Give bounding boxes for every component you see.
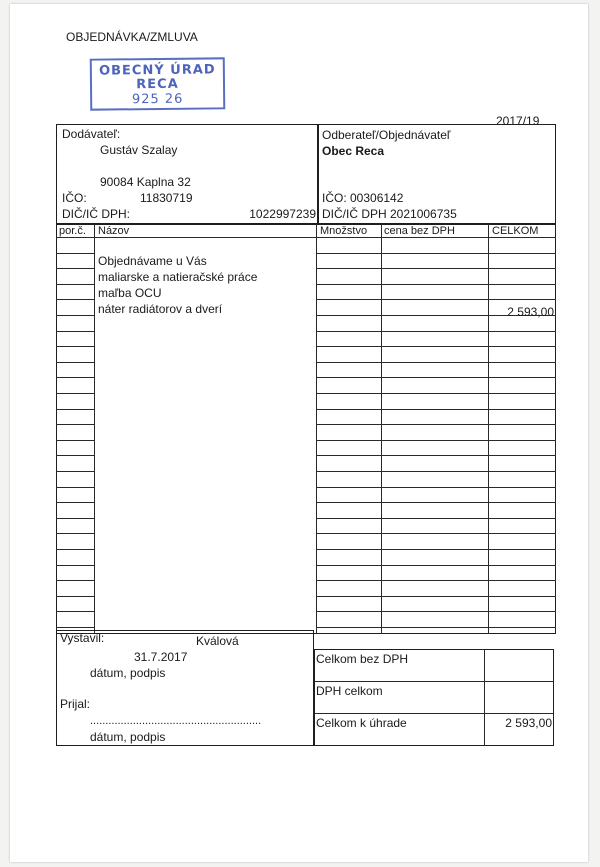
issue-date: 31.7.2017 [134, 650, 188, 664]
supplier-name: Gustáv Szalay [100, 143, 178, 157]
column-divider-mnozstvo [381, 224, 382, 634]
header-cena: cena bez DPH [384, 225, 455, 237]
prijal-label: Prijal: [60, 697, 91, 711]
row-line-porc [56, 580, 94, 581]
row-line-porc [56, 565, 94, 566]
vystavil-name: Kválová [196, 634, 239, 648]
signature-box [56, 630, 314, 746]
row-line-values [316, 299, 556, 300]
item-description-line-4: náter radiátorov a dverí [98, 302, 223, 316]
row-line-porc [56, 471, 94, 472]
stamp-line-3: 925 26 [131, 91, 184, 108]
document-title: OBJEDNÁVKA/ZMLUVA [66, 30, 198, 44]
column-divider-nazov [316, 224, 317, 634]
row-line-values [316, 580, 556, 581]
row-line-values [316, 377, 556, 378]
item-description-line-2: maliarske a natieračské práce [98, 270, 258, 284]
supplier-dic-value: 1022997239 [249, 207, 316, 221]
order-document [10, 4, 588, 862]
column-divider-porc [94, 224, 95, 634]
stamp-line-2: RECA [136, 76, 179, 93]
item-row-total: 2 593,00 [507, 305, 554, 319]
row-line-porc [56, 533, 94, 534]
row-line-values [316, 424, 556, 425]
row-line-values [316, 284, 556, 285]
row-line-values [316, 502, 556, 503]
supplier-address: 90084 Kaplna 32 [100, 175, 191, 189]
supplier-ico-value: 11830719 [140, 191, 193, 205]
item-description-line-1: Objednávame u Vás [98, 254, 207, 268]
row-line-porc [56, 253, 94, 254]
row-line-porc [56, 627, 94, 628]
row-line-values [316, 362, 556, 363]
row-line-porc [56, 502, 94, 503]
amount-due-value: 2 593,00 [505, 716, 552, 730]
header-por-c: por.č. [59, 225, 86, 237]
row-line-porc [56, 315, 94, 316]
date-signature-caption-2: dátum, podpis [90, 730, 166, 744]
row-line-values [316, 596, 556, 597]
row-line-porc [56, 284, 94, 285]
date-signature-caption-1: dátum, podpis [90, 666, 166, 680]
row-line-values [316, 455, 556, 456]
row-line-porc [56, 440, 94, 441]
amount-due-label: Celkom k úhrade [316, 716, 407, 730]
row-line-porc [56, 611, 94, 612]
buyer-label: Odberateľ/Objednávateľ [322, 128, 451, 142]
header-mnozstvo: Množstvo [320, 225, 368, 237]
row-line-porc [56, 299, 94, 300]
buyer-dic: DIČ/IČ DPH 2021006735 [322, 207, 457, 221]
row-line-values [316, 627, 556, 628]
vat-total-label: DPH celkom [316, 684, 383, 698]
totals-column-divider [484, 649, 485, 746]
column-divider-cena [488, 224, 489, 634]
row-line-values [316, 331, 556, 332]
row-line-values [316, 268, 556, 269]
row-line-values [316, 346, 556, 347]
header-celkom: CELKOM [492, 225, 539, 237]
row-line-porc [56, 549, 94, 550]
row-line-values [316, 409, 556, 410]
row-line-porc [56, 377, 94, 378]
row-line-porc [56, 346, 94, 347]
row-line-porc [56, 596, 94, 597]
buyer-name: Obec Reca [322, 144, 385, 158]
totals-row-divider-1 [314, 681, 554, 682]
row-line-values [316, 518, 556, 519]
stamp-line-1: OBECNÝ ÚRAD [98, 62, 216, 79]
row-line-values [316, 611, 556, 612]
table-header-divider [56, 237, 556, 238]
row-line-values [316, 253, 556, 254]
supplier-dic-label: DIČ/IČ DPH: [62, 207, 131, 221]
row-line-values [316, 565, 556, 566]
row-line-values [316, 533, 556, 534]
row-line-values [316, 393, 556, 394]
total-without-vat-label: Celkom bez DPH [316, 652, 409, 666]
supplier-ico-label: IČO: [62, 191, 87, 205]
row-line-values [316, 549, 556, 550]
item-description-line-3: maľba OCU [98, 286, 162, 300]
row-line-values [316, 471, 556, 472]
document-number: 2017/19 [496, 114, 540, 128]
row-line-porc [56, 331, 94, 332]
row-line-porc [56, 424, 94, 425]
row-line-values [316, 440, 556, 441]
row-line-values [316, 487, 556, 488]
vystavil-label: Vystavil: [60, 631, 105, 645]
buyer-ico: IČO: 00306142 [322, 191, 404, 205]
row-line-porc [56, 362, 94, 363]
header-nazov: Názov [98, 225, 130, 237]
office-stamp [90, 57, 226, 110]
row-line-porc [56, 455, 94, 456]
row-line-porc [56, 393, 94, 394]
row-line-porc [56, 487, 94, 488]
row-line-porc [56, 268, 94, 269]
signature-dotted-line: ........................................................ [90, 715, 262, 727]
row-line-porc [56, 409, 94, 410]
row-line-porc [56, 518, 94, 519]
supplier-label: Dodávateľ: [62, 127, 121, 141]
totals-row-divider-2 [314, 713, 554, 714]
